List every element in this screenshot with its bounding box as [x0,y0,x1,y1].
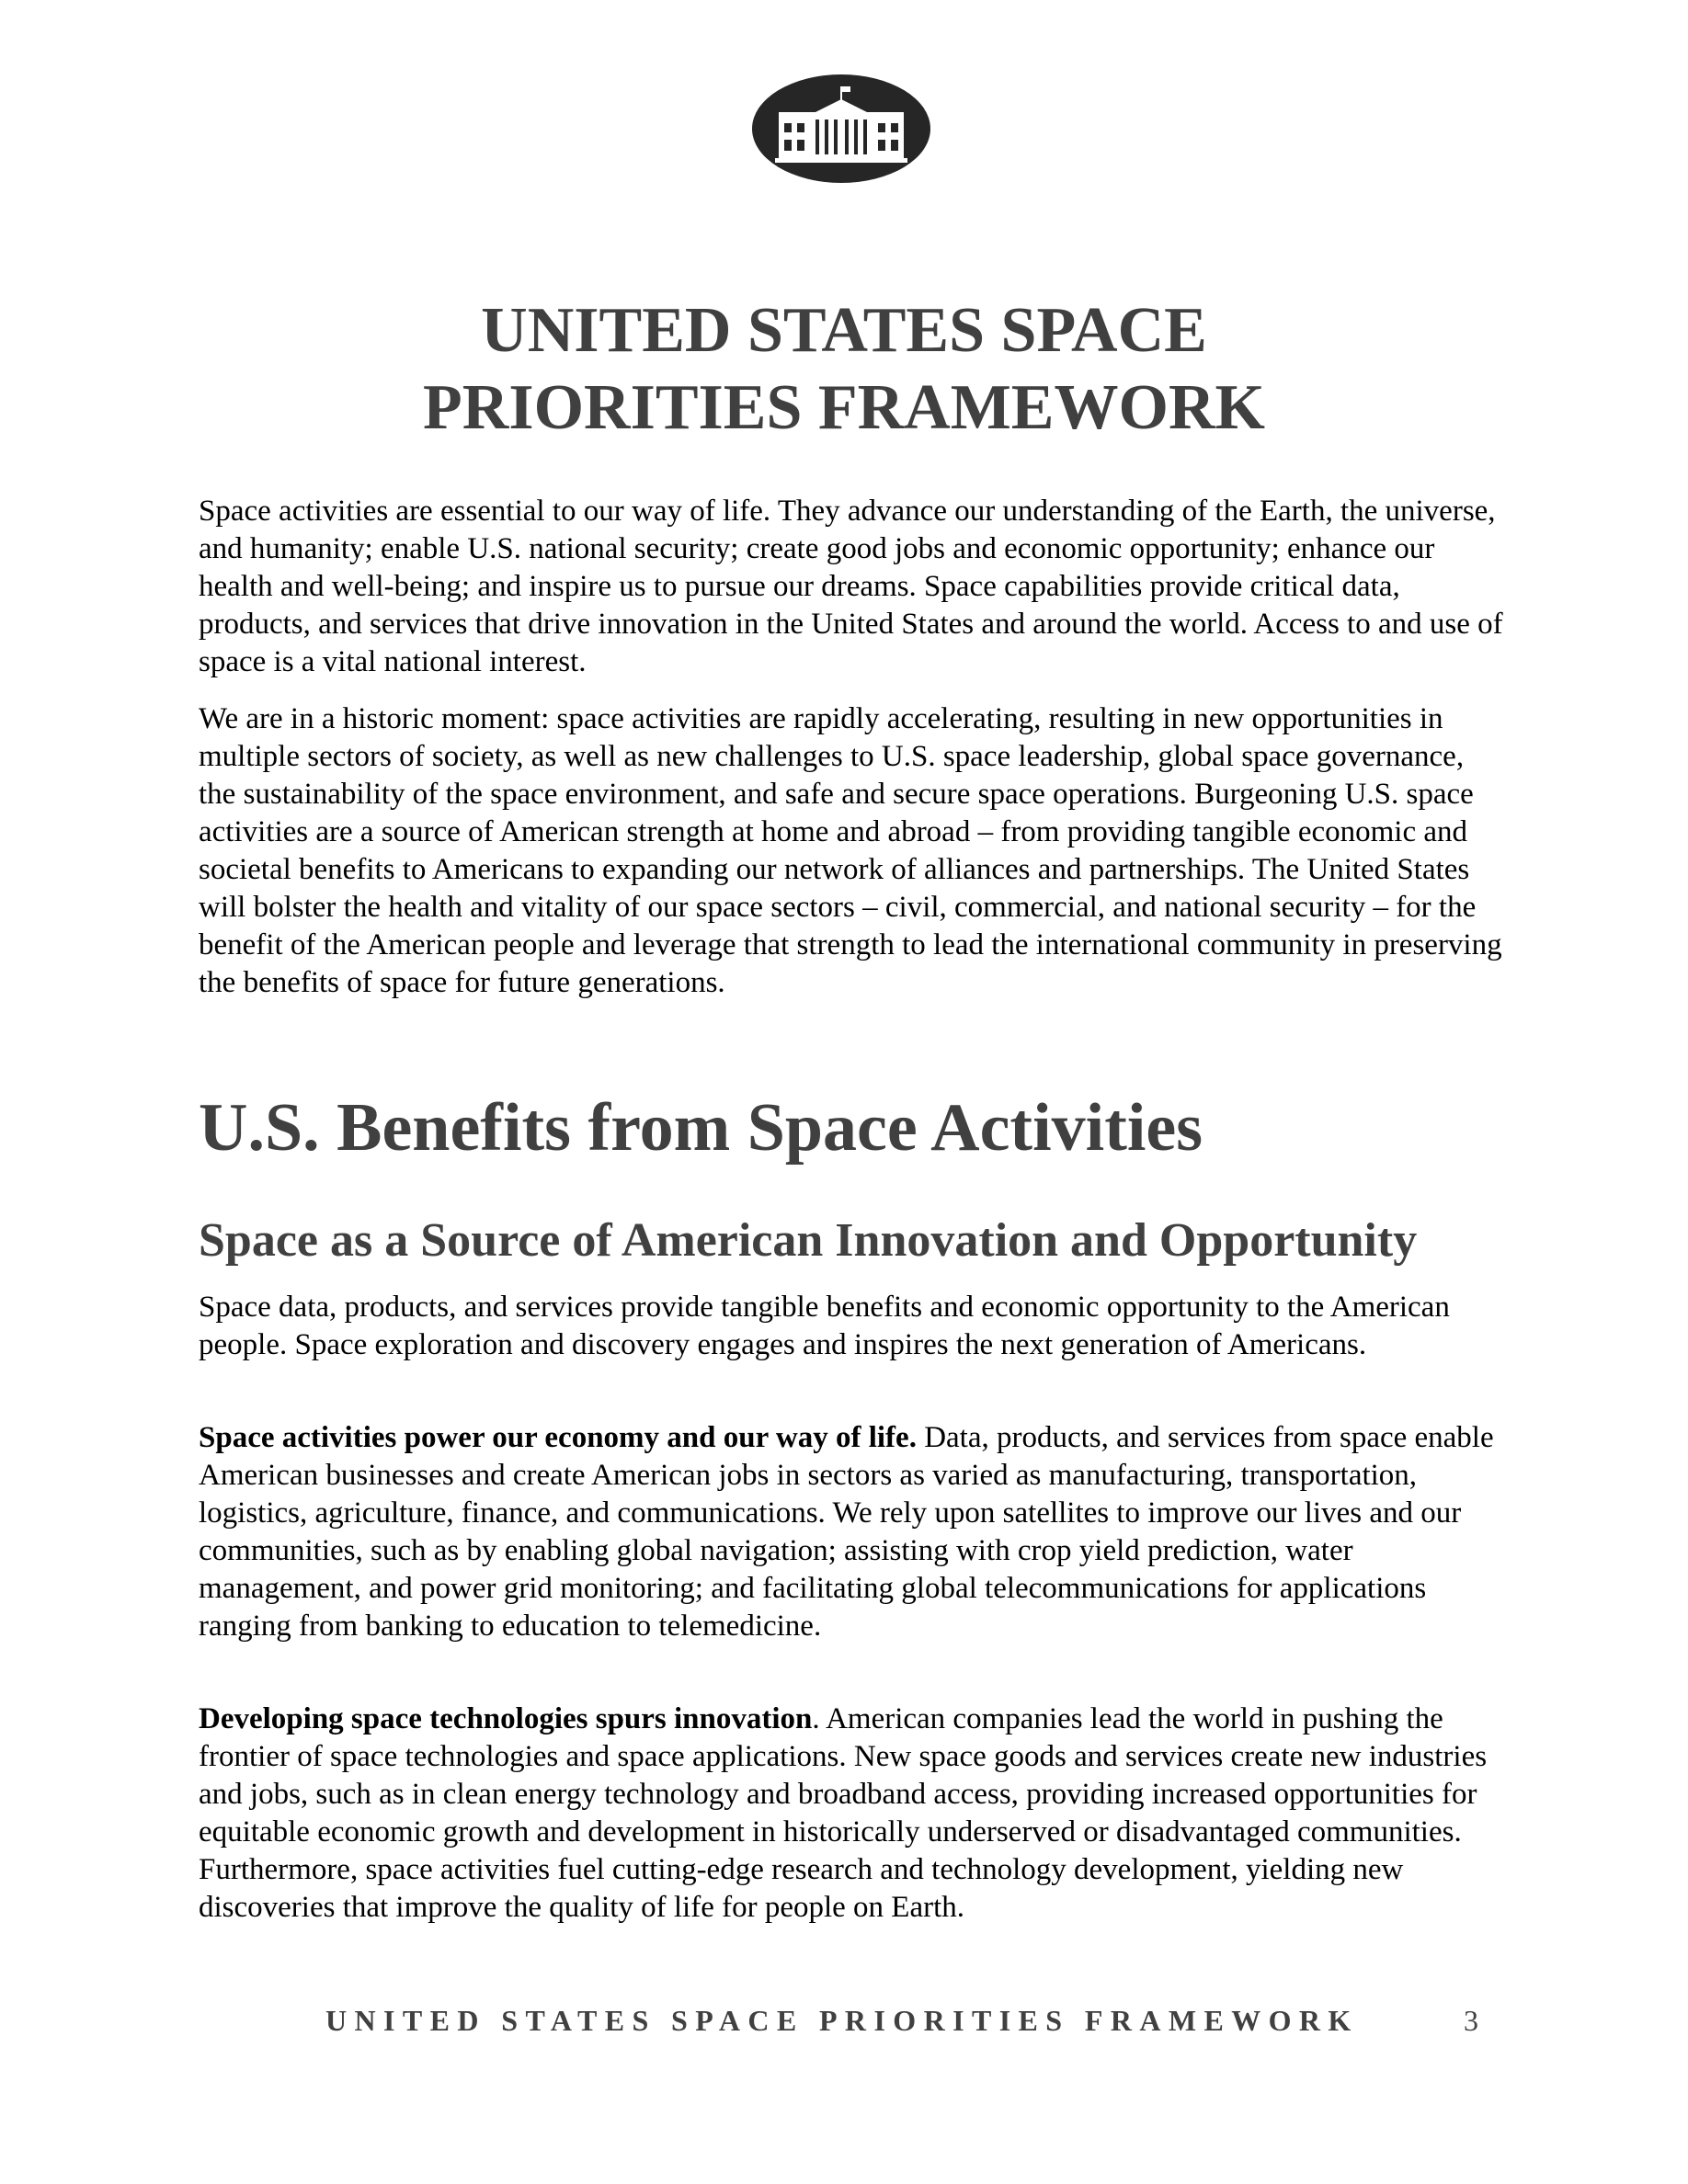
section-paragraph-3 [199,1701,1504,1927]
intro-paragraph-1: Space activities are essential to our way of life. They advance our understanding of the Earth, the universe, and humanity; enable U.S. national security; create good jobs and economic opportunity; enhance our health and well-being; and inspire us to pursue our dreams. Space capabilities provide critical data, products, and services that drive innovation in the United States and around the world. Access to and use of space is a vital national interest. [199,495,1503,678]
paragraph-2-lead: Space activities power our economy and our way of life. [199,1421,917,1454]
paragraph-3-body: . American companies lead the world in pushing the frontier of space technologies and space applications. New space goods and services create new industries and jobs, such as in clean energy technology and broadband access, providing increased opportunities for equitable economic growth and development in historically underserved or disadvantaged communities. Furthermore, space activities fuel cutting-edge research and technology development, yielding new discoveries that improve the quality of life for people on Earth. [199,1702,1488,1924]
section-heading: U.S. Benefits from Space Activities [199,1090,1203,1166]
document-title-line-2: PRIORITIES FRAMEWORK [423,372,1265,443]
document-title-line-1: UNITED STATES SPACE [481,295,1207,366]
intro-paragraph-2: We are in a historic moment: space activities are rapidly accelerating, resulting in new opportunities in multiple sectors of society, as well as new challenges to U.S. space leadership, global space governance, the sustainability of the space environment, and safe and secure space operations. Burgeoning U.S. space activities are a source of American strength at home and abroad – from providing tangible economic and societal benefits to Americans to expanding our network of alliances and partnerships. The United States will bolster the health and vitality of our space sectors – civil, commercial, and national security – for the benefit of the American people and leverage that strength to lead the international community in preserving the benefits of space for future generations. [199,702,1502,999]
page-number: 3 [1464,2004,1478,2037]
white-house-seal-icon [751,74,931,184]
section-paragraph-1: Space data, products, and services provide tangible benefits and economic opportunity to the American people. Space exploration and discovery engages and inspires the next generation of Americans. [199,1291,1450,1361]
section-paragraph-2 [199,1419,1504,1645]
paragraph-2-body: Data, products, and services from space enable American businesses and create American jobs in sectors as varied as manufacturing, transportation, logistics, agriculture, finance, and communications. We rely upon satellites to improve our lives and our communities, such as by enabling global navigation; assisting with crop yield prediction, water management, and power grid monitoring; and facilitating global telecommunications for applications ranging from banking to education to telemedicine. [199,1421,1494,1643]
paragraph-3-lead: Developing space technologies spurs innovation [199,1702,813,1735]
section-subheading: Space as a Source of American Innovation and Opportunity [199,1214,1418,1267]
footer-title: UNITED STATES SPACE PRIORITIES FRAMEWORK [325,2004,1359,2037]
document-title [0,292,1688,447]
